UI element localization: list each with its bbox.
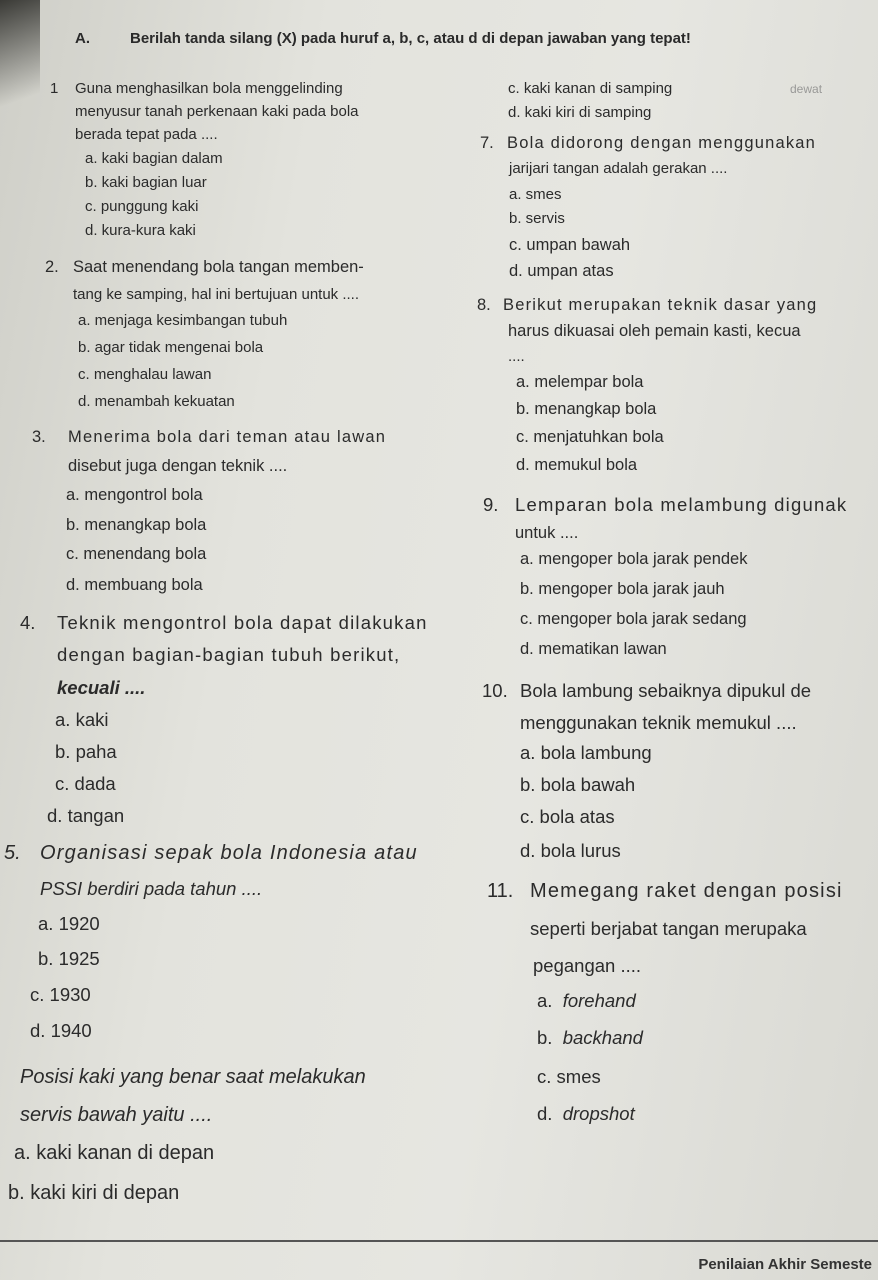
photo-shadow: [0, 0, 40, 120]
option-d-text: dropshot: [562, 1103, 635, 1124]
question-8-line2: harus dikuasai oleh pemain kasti, kecua: [508, 322, 801, 340]
question-1-option-c[interactable]: c. punggung kaki: [85, 198, 199, 215]
question-6-option-d[interactable]: d. kaki kiri di samping: [508, 104, 652, 121]
question-2-option-b[interactable]: b. agar tidak mengenai bola: [78, 339, 264, 356]
question-6-option-a[interactable]: a. kaki kanan di depan: [14, 1142, 215, 1164]
question-2-option-a[interactable]: a. menjaga kesimbangan tubuh: [78, 312, 288, 329]
question-4-number: 4.: [20, 612, 36, 633]
question-4-option-a[interactable]: a. kaki: [55, 709, 109, 730]
option-d-letter: d.: [537, 1103, 553, 1124]
question-11-option-d[interactable]: [537, 1103, 635, 1125]
question-1-line1: Guna menghasilkan bola menggelinding: [75, 80, 343, 97]
question-2-number: 2.: [45, 258, 59, 276]
section-header: [75, 30, 691, 47]
footer-title: Penilaian Akhir Semeste: [698, 1256, 872, 1273]
question-3-line1: Menerima bola dari teman atau lawan: [68, 428, 387, 446]
question-6-line2: servis bawah yaitu ....: [20, 1104, 213, 1126]
question-3-option-b[interactable]: b. menangkap bola: [66, 516, 207, 534]
question-2-option-c[interactable]: c. menghalau lawan: [78, 366, 212, 383]
question-6-option-c[interactable]: c. kaki kanan di samping: [508, 80, 673, 97]
question-9-option-d[interactable]: d. mematikan lawan: [520, 640, 667, 658]
question-10-option-c[interactable]: c. bola atas: [520, 806, 615, 827]
question-6-option-b[interactable]: b. kaki kiri di depan: [8, 1182, 180, 1204]
question-4-line2: dengan bagian-bagian tubuh berikut,: [57, 644, 401, 665]
question-8-number: 8.: [477, 296, 491, 314]
option-a-text: forehand: [562, 990, 636, 1011]
question-2-line1: Saat menendang bola tangan memben-: [73, 258, 364, 276]
question-1-line3: berada tepat pada ....: [75, 126, 218, 143]
question-1-option-d[interactable]: d. kura-kura kaki: [85, 222, 196, 239]
question-8-line3: ....: [508, 348, 525, 365]
question-3-option-c[interactable]: c. menendang bola: [66, 545, 207, 563]
question-10-option-a[interactable]: a. bola lambung: [520, 742, 652, 763]
question-10-option-b[interactable]: b. bola bawah: [520, 774, 636, 795]
question-5-option-c[interactable]: c. 1930: [30, 984, 91, 1005]
question-4-option-c[interactable]: c. dada: [55, 773, 116, 794]
question-2-line2: tang ke samping, hal ini bertujuan untuk ....: [73, 286, 360, 303]
question-10-line2: menggunakan teknik memukul ....: [520, 712, 797, 733]
question-10-number: 10.: [482, 680, 508, 701]
question-9-option-c[interactable]: c. mengoper bola jarak sedang: [520, 610, 747, 628]
question-11-option-c[interactable]: c. smes: [537, 1066, 601, 1087]
question-3-number: 3.: [32, 428, 46, 446]
question-1-option-b[interactable]: b. kaki bagian luar: [85, 174, 207, 191]
question-5-number: 5.: [4, 842, 21, 864]
question-2-option-d[interactable]: d. menambah kekuatan: [78, 393, 235, 410]
option-b-letter: b.: [537, 1027, 553, 1048]
question-9-line1: Lemparan bola melambung digunak: [515, 494, 848, 515]
question-8-option-a[interactable]: a. melempar bola: [516, 373, 644, 391]
question-7-option-b[interactable]: b. servis: [509, 210, 565, 227]
question-11-line3: pegangan ....: [533, 955, 642, 976]
option-a-letter: a.: [537, 990, 553, 1011]
question-1-line2: menyusur tanah perkenaan kaki pada bola: [75, 103, 359, 120]
faint-mark: dewat: [790, 82, 823, 96]
question-7-option-d[interactable]: d. umpan atas: [509, 262, 614, 280]
section-label: A.: [75, 30, 90, 47]
question-4-option-d[interactable]: d. tangan: [47, 805, 125, 826]
question-5-option-a[interactable]: a. 1920: [38, 913, 100, 934]
question-11-line1: Memegang raket dengan posisi: [530, 880, 843, 902]
question-9-line2: untuk ....: [515, 524, 579, 542]
instruction-text: Berilah tanda silang (X) pada huruf a, b, c, atau d di depan jawaban yang tepat!: [130, 30, 691, 47]
question-8-option-c[interactable]: c. menjatuhkan bola: [516, 428, 664, 446]
question-3-option-a[interactable]: a. mengontrol bola: [66, 486, 203, 504]
question-7-line2: jarijari tangan adalah gerakan ....: [509, 160, 728, 177]
question-5-option-d[interactable]: d. 1940: [30, 1020, 92, 1041]
question-7-option-a[interactable]: a. smes: [509, 186, 562, 203]
question-7-option-c[interactable]: c. umpan bawah: [509, 236, 631, 254]
question-11-option-b[interactable]: [537, 1027, 643, 1049]
question-9-option-a[interactable]: a. mengoper bola jarak pendek: [520, 550, 748, 568]
question-11-line2: seperti berjabat tangan merupaka: [530, 918, 807, 939]
question-11-number: 11.: [487, 880, 514, 902]
question-3-option-d[interactable]: d. membuang bola: [66, 576, 203, 594]
question-4-option-b[interactable]: b. paha: [55, 741, 117, 762]
question-8-line1: Berikut merupakan teknik dasar yang: [503, 296, 818, 314]
question-5-line1: Organisasi sepak bola Indonesia atau: [40, 842, 418, 864]
question-7-number: 7.: [480, 134, 494, 152]
footer-divider: [0, 1240, 878, 1242]
question-6-line1: Posisi kaki yang benar saat melakukan: [20, 1066, 366, 1088]
question-9-number: 9.: [483, 494, 499, 515]
question-7-line1: Bola didorong dengan menggunakan: [507, 134, 817, 152]
question-3-line2: disebut juga dengan teknik ....: [68, 457, 288, 475]
question-1-option-a[interactable]: a. kaki bagian dalam: [85, 150, 223, 167]
question-8-option-b[interactable]: b. menangkap bola: [516, 400, 657, 418]
question-8-option-d[interactable]: d. memukul bola: [516, 456, 638, 474]
question-11-option-a[interactable]: [537, 990, 636, 1012]
question-10-line1: Bola lambung sebaiknya dipukul de: [520, 680, 812, 701]
option-b-text: backhand: [562, 1027, 643, 1048]
question-1-number: 1: [50, 80, 59, 97]
question-10-option-d[interactable]: d. bola lurus: [520, 840, 621, 861]
question-5-line2: PSSI berdiri pada tahun ....: [40, 878, 263, 899]
question-4-line3: kecuali ....: [57, 677, 146, 698]
question-5-option-b[interactable]: b. 1925: [38, 948, 100, 969]
question-9-option-b[interactable]: b. mengoper bola jarak jauh: [520, 580, 725, 598]
question-4-line1: Teknik mengontrol bola dapat dilakukan: [57, 612, 428, 633]
